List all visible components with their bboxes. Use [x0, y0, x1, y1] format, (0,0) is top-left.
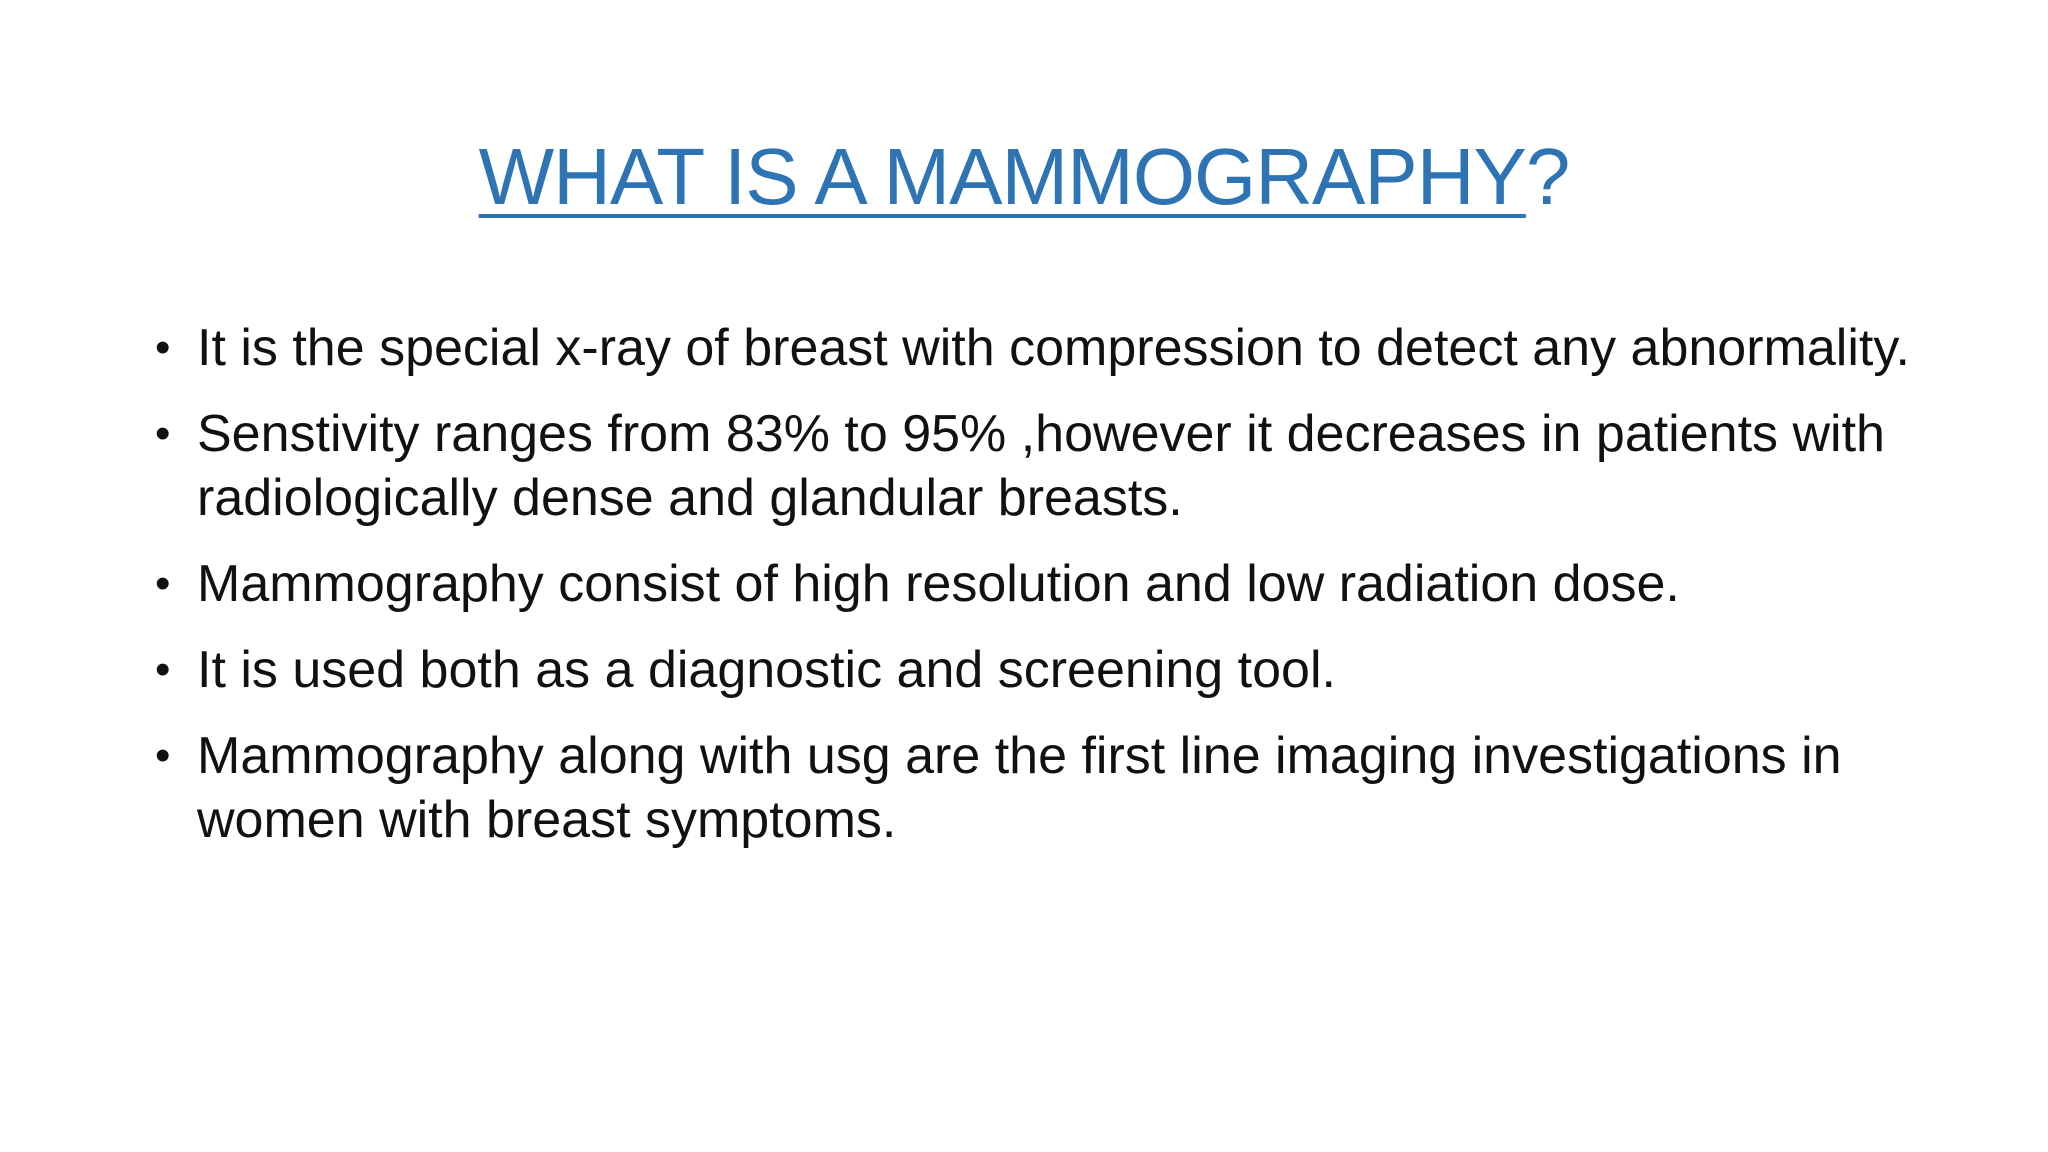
bullet-item	[155, 316, 1915, 380]
bullet-marker: •	[155, 645, 171, 694]
bullet-item	[155, 552, 1915, 616]
bullet-text: Mammography along with usg are the first line imaging investigations in women with breast symptoms.	[197, 727, 1842, 849]
bullet-text: It is the special x-ray of breast with compression to detect any abnormality.	[197, 319, 1910, 377]
slide-title-question-mark: ?	[1525, 132, 1570, 221]
slide-title	[0, 122, 2048, 232]
bullet-text: Senstivity ranges from 83% to 95% ,however it decreases in patients with radiologically dense and glandular breasts.	[197, 405, 1885, 527]
bullet-list	[155, 316, 1915, 874]
bullet-item	[155, 724, 1915, 852]
bullet-marker: •	[155, 731, 171, 780]
slide-title-main: WHAT IS A MAMMOGRAPHY	[478, 132, 1526, 221]
bullet-item	[155, 402, 1915, 530]
bullet-item	[155, 638, 1915, 702]
bullet-marker: •	[155, 323, 171, 372]
bullet-text: Mammography consist of high resolution and low radiation dose.	[197, 555, 1680, 613]
bullet-marker: •	[155, 409, 171, 458]
bullet-text: It is used both as a diagnostic and screening tool.	[197, 641, 1336, 699]
bullet-marker: •	[155, 559, 171, 608]
